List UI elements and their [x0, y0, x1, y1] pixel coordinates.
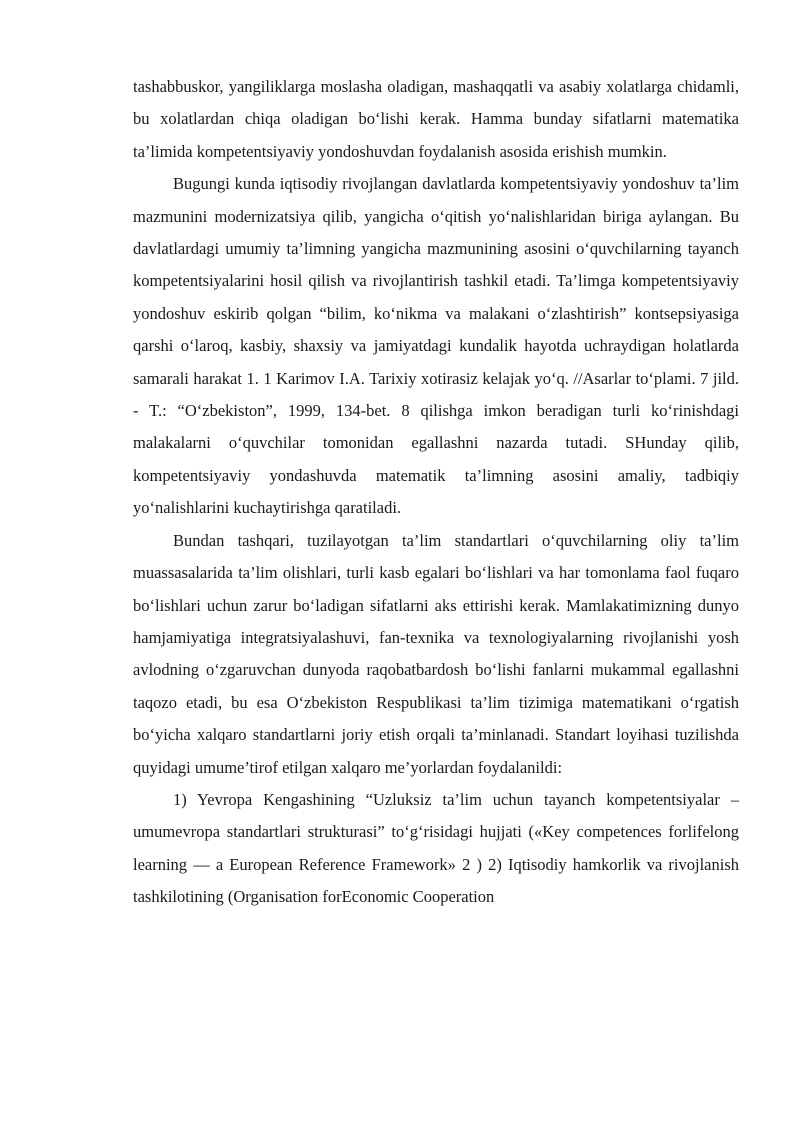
- paragraph-2: Bugungi kunda iqtisodiy rivojlangan davlatlarda kompetentsiyaviy yondoshuv ta’lim mazmunini modernizatsiya qilib, yangicha o‘qitish yo‘nalishlaridan biriga aylangan. Bu davlatlardagi umumiy ta’limning yangicha mazmunining asosini o‘quvchilarning tayanch kompetentsiyalarini hosil qilish va rivojlantirish tashkil etadi. Ta’limga kompetentsiyaviy yondoshuv eskirib qolgan “bilim, ko‘nikma va malakani o‘zlashtirish” kontsepsiyasiga qarshi o‘laroq, kasbiy, shaxsiy va jamiyatdagi kundalik hayotda uchraydigan holatlarda samarali harakat 1. 1 Karimov I.A. Tarixiy xotirasiz kelajak yo‘q. //Asarlar to‘plami. 7 jild. - T.: “O‘zbekiston”, 1999, 134-bet. 8 qilishga imkon beradigan turli ko‘rinishdagi malakalarni o‘quvchilar tomonidan egallashni nazarda tutadi. SHunday qilib, kompetentsiyaviy yondashuvda matematik ta’limning asosini amaliy, tadbiqiy yo‘nalishlarini kuchaytirishga qaratiladi.: [133, 174, 739, 518]
- document-body: [133, 71, 739, 914]
- paragraph-4: 1) Yevropa Kengashining “Uzluksiz ta’lim uchun tayanch kompetentsiyalar – umumevropa standartlari strukturasi” to‘g‘risidagi hujjati («Key competences forlifelong learning — a European Reference Framework» 2 ) 2) Iqtisodiy hamkorlik va rivojlanish tashkilotining (Organisation forEconomic Cooperation: [133, 789, 739, 907]
- paragraph-3: Bundan tashqari, tuzilayotgan ta’lim standartlari o‘quvchilarning oliy ta’lim muassasalarida ta’lim olishlari, turli kasb egalari bo‘lishlari va har tomonlama faol fuqaro bo‘lishlari uchun zarur bo‘ladigan sifatlarni aks ettirishi kerak. Mamlakatimizning dunyo hamjamiyatiga integratsiyalashuvi, fan-texnika va texnologiyalarning rivojlanishi yosh avlodning o‘zgaruvchan dunyoda raqobatbardosh bo‘lishi fanlarni mukammal egallashni taqozo etadi, bu esa O‘zbekiston Respublikasi ta’lim tizimiga matematikani o‘rgatish bo‘yicha xalqaro standartlarni joriy etish orqali ta’minlanadi. Standart loyihasi tuzilishda quyidagi umume’tirof etilgan xalqaro me’yorlardan foydalanildi:: [133, 530, 739, 777]
- paragraph-1: tashabbuskor, yangiliklarga moslasha oladigan, mashaqqatli va asabiy xolatlarga chidamli, bu xolatlardan chiqa oladigan bo‘lishi kerak. Hamma bunday sifatlarni matematika ta’limida kompetentsiyaviy yondoshuvdan foydalanish asosida erishish mumkin.: [133, 77, 739, 161]
